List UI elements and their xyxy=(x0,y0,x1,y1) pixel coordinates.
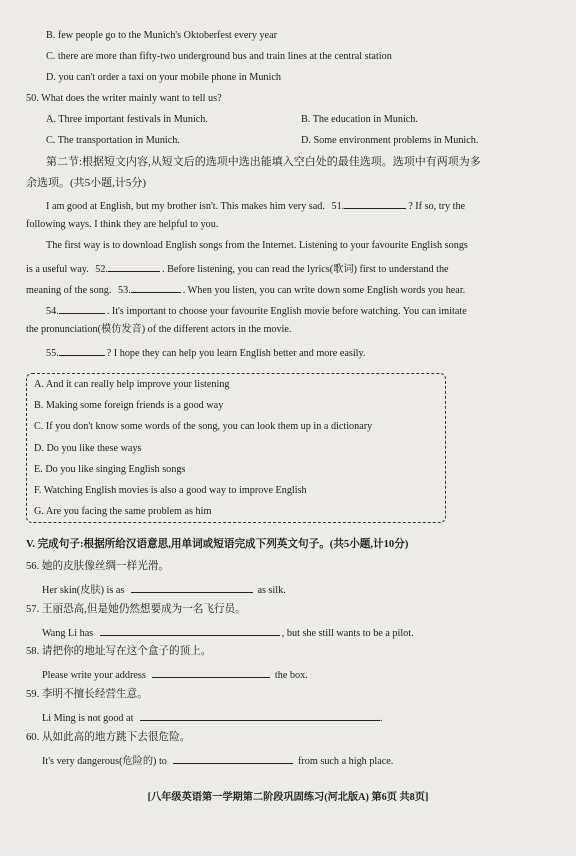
passage-line: The first way is to download English songs from the Internet. Listening to your favourite English songs xyxy=(46,240,468,251)
q55-blank[interactable] xyxy=(59,344,105,356)
q60-english xyxy=(42,752,393,769)
q58-blank[interactable] xyxy=(152,666,270,678)
q56-blank[interactable] xyxy=(131,581,253,593)
q51-blank[interactable] xyxy=(344,197,406,209)
sentence-text: , but she still wants to be a pilot. xyxy=(281,628,414,639)
q56-english xyxy=(42,581,286,598)
option-c: C. If you don't know some words of the song, you can look them up in a dictionary xyxy=(34,421,373,432)
option-f: F. Watching English movies is also a good way to improve English xyxy=(34,485,307,496)
sentence-text: . xyxy=(379,713,383,724)
option-b: B. Making some foreign friends is a good way xyxy=(34,400,224,411)
q52-number: 52. xyxy=(95,264,108,275)
passage-line xyxy=(46,302,467,319)
passage-line xyxy=(26,281,465,298)
q53-number: 53. xyxy=(118,285,131,296)
q50-option-b: B. The education in Munich. xyxy=(301,114,418,125)
sentence-text: Please write your address xyxy=(42,670,146,681)
passage-text: ? If so, try the xyxy=(408,201,466,212)
sentence-text: the box. xyxy=(274,670,308,681)
passage-text: is a useful way. xyxy=(26,264,89,275)
option-d: D. Do you like these ways xyxy=(34,443,142,454)
section2-instruction-line2: 余选项。(共5小题,计5分) xyxy=(26,177,147,189)
q59-chinese: 59. 李明不擅长经营生意。 xyxy=(26,689,148,700)
passage-text: meaning of the song. xyxy=(26,285,112,296)
passage-line xyxy=(46,197,465,214)
passage-line: the pronunciation(模仿发音) of the different actors in the movie. xyxy=(26,324,292,335)
page-footer: [八年级英语第一学期第二阶段巩固练习(河北版A) 第6页 共8页] xyxy=(147,792,429,803)
q60-chinese: 60. 从如此高的地方跳下去很危险。 xyxy=(26,732,191,743)
q55-number: 55. xyxy=(46,348,59,359)
q59-english xyxy=(42,709,383,726)
sentence-text: Wang Li has xyxy=(42,628,94,639)
passage-line: following ways. I think they are helpful to you. xyxy=(26,219,219,230)
q54-blank[interactable] xyxy=(59,302,105,314)
section5-header: V. 完成句子:根据所给汉语意思,用单词或短语完成下列英文句子。(共5小题,计10分) xyxy=(26,539,409,550)
passage-text: . When you listen, you can write down some English words you hear. xyxy=(182,285,466,296)
sentence-text: Her skin(皮肤) is as xyxy=(42,585,125,596)
option-e: E. Do you like singing English songs xyxy=(34,464,186,475)
q49-option-b: B. few people go to the Munich's Oktoberfest every year xyxy=(46,30,277,41)
q53-blank[interactable] xyxy=(131,281,181,293)
q57-english xyxy=(42,624,414,641)
option-a: A. And it can really help improve your listening xyxy=(34,379,230,390)
q54-number: 54. xyxy=(46,306,59,317)
sentence-text: from such a high place. xyxy=(298,756,394,767)
q57-chinese: 57. 王丽恐高,但是她仍然想要成为一名飞行员。 xyxy=(26,604,246,615)
passage-text: I am good at English, but my brother isn't. This makes him very sad. xyxy=(46,201,325,212)
q52-blank[interactable] xyxy=(108,260,160,272)
q50-option-d: D. Some environment problems in Munich. xyxy=(301,135,479,146)
q49-option-c: C. there are more than fifty-two underground bus and train lines at the central station xyxy=(46,51,392,62)
q50-option-c: C. The transportation in Munich. xyxy=(46,135,180,146)
q49-option-d: D. you can't order a taxi on your mobile phone in Munich xyxy=(46,72,281,83)
q58-english xyxy=(42,666,308,683)
sentence-text: It's very dangerous(危险的) to xyxy=(42,756,167,767)
sentence-text: Li Ming is not good at xyxy=(42,713,134,724)
q57-blank[interactable] xyxy=(100,624,280,636)
q60-blank[interactable] xyxy=(173,752,293,764)
passage-text: ? I hope they can help you learn English better and more easily. xyxy=(106,348,366,359)
passage-text: . Before listening, you can read the lyrics(歌词) first to understand the xyxy=(162,264,449,275)
q50-option-a: A. Three important festivals in Munich. xyxy=(46,114,208,125)
section2-instruction-line1: 第二节:根据短文内容,从短文后的选项中选出能填入空白处的最佳选项。选项中有两项为多 xyxy=(46,156,481,168)
q51-number: 51. xyxy=(331,201,345,212)
q58-chinese: 58. 请把你的地址写在这个盒子的顶上。 xyxy=(26,646,212,657)
q59-blank[interactable] xyxy=(140,709,380,721)
sentence-text: as silk. xyxy=(257,585,286,596)
passage-text: . It's important to choose your favourite English movie before watching. You can imitate xyxy=(106,306,467,317)
q50-stem: 50. What does the writer mainly want to tell us? xyxy=(26,93,222,104)
option-g: G. Are you facing the same problem as him xyxy=(34,506,212,517)
passage-line xyxy=(46,344,365,361)
q56-chinese: 56. 她的皮肤像丝绸一样光滑。 xyxy=(26,561,170,572)
passage-line xyxy=(26,260,449,277)
